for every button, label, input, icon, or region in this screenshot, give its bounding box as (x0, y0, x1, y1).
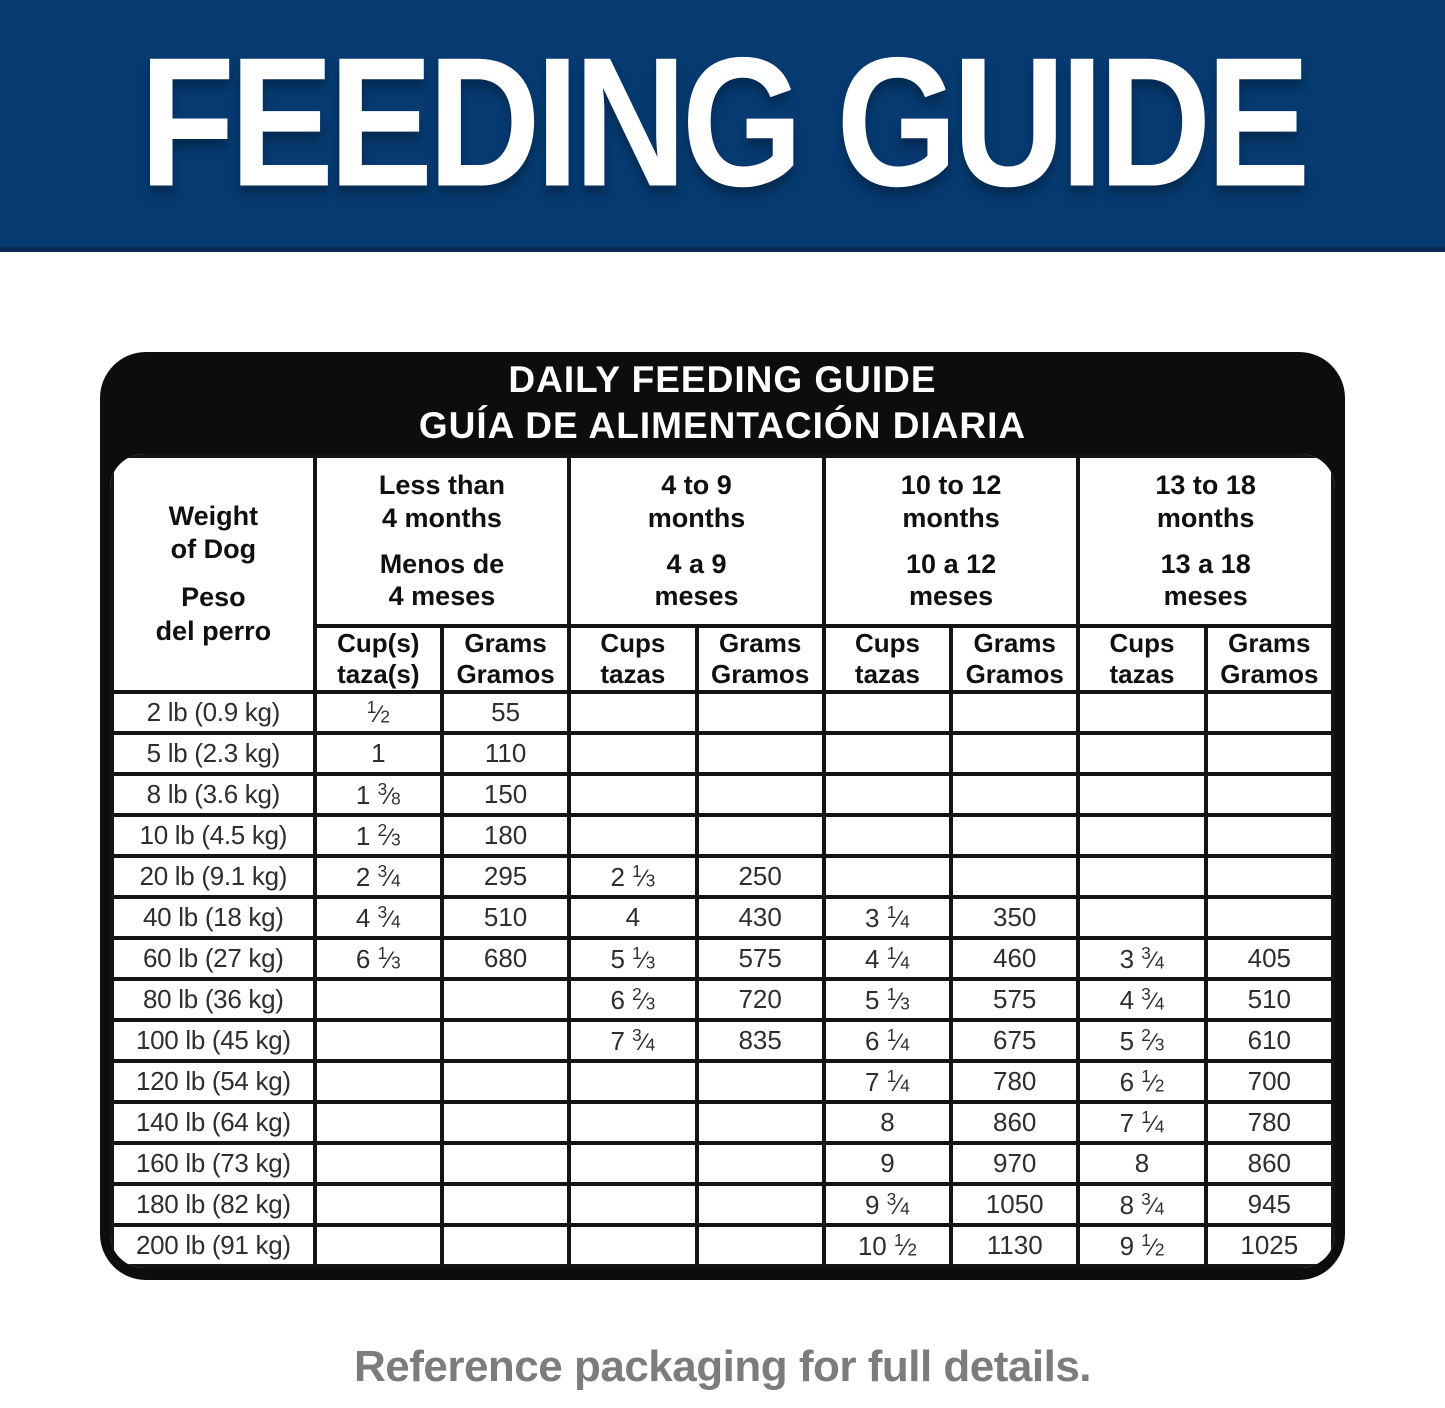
grams-header-2: Grams Gramos (697, 626, 824, 692)
cups-cell (569, 1225, 696, 1266)
grams-cell (442, 1061, 569, 1102)
grams-cell: 1130 (951, 1225, 1078, 1266)
table-body (112, 692, 1333, 1266)
grams-cell (951, 815, 1078, 856)
grams-cell (1206, 815, 1333, 856)
cups-cell (569, 733, 696, 774)
grams-cell (697, 733, 824, 774)
weight-cell: 20 lb (9.1 kg) (112, 856, 315, 897)
cups-cell: 1 $^3$⁄8 (315, 774, 442, 815)
cups-cell (315, 1102, 442, 1143)
footer-note: Reference packaging for full details. (353, 1342, 1092, 1392)
cups-cell (824, 815, 951, 856)
grams-cell (951, 774, 1078, 815)
grams-cell (697, 1143, 824, 1184)
grams-cell (1206, 897, 1333, 938)
cups-cell: 8 $^3$⁄4 (1078, 1184, 1205, 1225)
grams-cell: 150 (442, 774, 569, 815)
grams-cell (442, 1184, 569, 1225)
cups-cell (569, 1061, 696, 1102)
cups-cell: 4 $^3$⁄4 (1078, 979, 1205, 1020)
grams-cell: 1025 (1206, 1225, 1333, 1266)
table-head (112, 456, 1333, 692)
grams-cell: 180 (442, 815, 569, 856)
cups-cell (569, 1102, 696, 1143)
cups-header-3: Cups tazas (824, 626, 951, 692)
grams-cell: 835 (697, 1020, 824, 1061)
grams-cell (697, 1184, 824, 1225)
weight-cell: 2 lb (0.9 kg) (112, 692, 315, 733)
cups-cell: 4 $^3$⁄4 (315, 897, 442, 938)
cups-cell (824, 733, 951, 774)
weight-cell: 100 lb (45 kg) (112, 1020, 315, 1061)
table-row (112, 938, 1333, 979)
weight-cell: 160 lb (73 kg) (112, 1143, 315, 1184)
grams-cell: 675 (951, 1020, 1078, 1061)
cups-cell: 1 $^2$⁄3 (315, 815, 442, 856)
cups-cell: 3 $^1$⁄4 (824, 897, 951, 938)
table-row (112, 1184, 1333, 1225)
cups-cell: 7 $^1$⁄4 (1078, 1102, 1205, 1143)
grams-cell (1206, 733, 1333, 774)
cups-header-1: Cup(s) taza(s) (315, 626, 442, 692)
grams-cell (1206, 774, 1333, 815)
weight-cell: 120 lb (54 kg) (112, 1061, 315, 1102)
grams-cell: 860 (1206, 1143, 1333, 1184)
cups-cell (1078, 856, 1205, 897)
grams-cell: 430 (697, 897, 824, 938)
age-group-header-1: Less than 4 months Menos de 4 meses (315, 456, 570, 626)
cups-cell: 6 $^2$⁄3 (569, 979, 696, 1020)
cups-cell (315, 1143, 442, 1184)
grams-cell: 680 (442, 938, 569, 979)
cups-cell: $^1$⁄2 (315, 692, 442, 733)
cups-cell (569, 815, 696, 856)
grams-cell: 350 (951, 897, 1078, 938)
cups-cell: 5 $^2$⁄3 (1078, 1020, 1205, 1061)
grams-cell: 780 (1206, 1102, 1333, 1143)
card-title-es: GUÍA DE ALIMENTACIÓN DIARIA (418, 404, 1027, 446)
weight-cell: 5 lb (2.3 kg) (112, 733, 315, 774)
grams-cell (442, 1102, 569, 1143)
table-row (112, 1143, 1333, 1184)
grams-cell: 575 (697, 938, 824, 979)
grams-cell: 970 (951, 1143, 1078, 1184)
weight-cell: 80 lb (36 kg) (112, 979, 315, 1020)
grams-cell (697, 815, 824, 856)
cups-cell: 6 $^1$⁄2 (1078, 1061, 1205, 1102)
cups-cell: 9 $^3$⁄4 (824, 1184, 951, 1225)
cups-cell (1078, 897, 1205, 938)
grams-header-1: Grams Gramos (442, 626, 569, 692)
cups-cell (1078, 774, 1205, 815)
grams-cell: 860 (951, 1102, 1078, 1143)
grams-cell: 575 (951, 979, 1078, 1020)
table-row (112, 1061, 1333, 1102)
grams-cell (697, 1102, 824, 1143)
feeding-guide-banner (0, 0, 1445, 252)
cups-cell: 4 (569, 897, 696, 938)
cups-cell: 3 $^3$⁄4 (1078, 938, 1205, 979)
cups-cell (824, 774, 951, 815)
weight-cell: 60 lb (27 kg) (112, 938, 315, 979)
cups-cell (569, 1184, 696, 1225)
cups-cell: 8 (824, 1102, 951, 1143)
cups-cell: 8 (1078, 1143, 1205, 1184)
cups-cell (569, 774, 696, 815)
table-row (112, 897, 1333, 938)
cups-cell: 7 $^3$⁄4 (569, 1020, 696, 1061)
table-row (112, 692, 1333, 733)
cups-cell (1078, 733, 1205, 774)
cups-cell: 2 $^3$⁄4 (315, 856, 442, 897)
grams-cell: 55 (442, 692, 569, 733)
grams-cell: 405 (1206, 938, 1333, 979)
grams-cell: 110 (442, 733, 569, 774)
table-row (112, 1225, 1333, 1266)
cups-header-2: Cups tazas (569, 626, 696, 692)
table-row (112, 815, 1333, 856)
cups-header-4: Cups tazas (1078, 626, 1205, 692)
weight-cell: 180 lb (82 kg) (112, 1184, 315, 1225)
cups-cell: 4 $^1$⁄4 (824, 938, 951, 979)
weight-of-dog-header: Weight of Dog Peso del perro (112, 456, 315, 692)
cups-cell: 10 $^1$⁄2 (824, 1225, 951, 1266)
daily-feeding-guide-card (100, 352, 1345, 1280)
cups-cell (1078, 692, 1205, 733)
grams-cell (442, 979, 569, 1020)
table-row (112, 979, 1333, 1020)
card-title-en: DAILY FEEDING GUIDE (508, 358, 937, 400)
grams-cell (951, 856, 1078, 897)
cups-cell: 5 $^1$⁄3 (824, 979, 951, 1020)
weight-cell: 10 lb (4.5 kg) (112, 815, 315, 856)
grams-cell (442, 1143, 569, 1184)
cups-cell (315, 1225, 442, 1266)
age-group-header-2: 4 to 9 months 4 a 9 meses (569, 456, 824, 626)
age-group-header-3: 10 to 12 months 10 a 12 meses (824, 456, 1079, 626)
age-group-header-4: 13 to 18 months 13 a 18 meses (1078, 456, 1333, 626)
weight-cell: 200 lb (91 kg) (112, 1225, 315, 1266)
grams-cell: 510 (1206, 979, 1333, 1020)
cups-cell: 9 (824, 1143, 951, 1184)
grams-cell (951, 692, 1078, 733)
cups-cell: 2 $^1$⁄3 (569, 856, 696, 897)
grams-cell (697, 692, 824, 733)
grams-cell (951, 733, 1078, 774)
grams-cell (1206, 692, 1333, 733)
grams-cell: 460 (951, 938, 1078, 979)
grams-cell: 700 (1206, 1061, 1333, 1102)
grams-header-3: Grams Gramos (951, 626, 1078, 692)
table-row (112, 1020, 1333, 1061)
group-header-row (112, 456, 1333, 626)
cups-cell (315, 979, 442, 1020)
cups-cell (1078, 815, 1205, 856)
cups-cell (315, 1020, 442, 1061)
grams-cell (697, 774, 824, 815)
grams-cell: 780 (951, 1061, 1078, 1102)
grams-cell (1206, 856, 1333, 897)
banner-title: FEEDING GUIDE (139, 20, 1306, 226)
cups-cell: 6 $^1$⁄3 (315, 938, 442, 979)
cups-cell: 1 (315, 733, 442, 774)
weight-cell: 140 lb (64 kg) (112, 1102, 315, 1143)
grams-cell: 610 (1206, 1020, 1333, 1061)
feeding-table (110, 454, 1335, 1268)
cups-cell (315, 1061, 442, 1102)
cups-cell: 5 $^1$⁄3 (569, 938, 696, 979)
cups-cell: 7 $^1$⁄4 (824, 1061, 951, 1102)
table-row (112, 856, 1333, 897)
weight-cell: 8 lb (3.6 kg) (112, 774, 315, 815)
grams-cell: 295 (442, 856, 569, 897)
cups-cell: 6 $^1$⁄4 (824, 1020, 951, 1061)
weight-cell: 40 lb (18 kg) (112, 897, 315, 938)
grams-cell (442, 1225, 569, 1266)
grams-cell (442, 1020, 569, 1061)
grams-cell: 1050 (951, 1184, 1078, 1225)
grams-cell: 720 (697, 979, 824, 1020)
feeding-table-wrap (110, 454, 1335, 1268)
grams-cell: 945 (1206, 1184, 1333, 1225)
grams-cell: 250 (697, 856, 824, 897)
grams-cell (697, 1061, 824, 1102)
cups-cell (315, 1184, 442, 1225)
cups-cell: 9 $^1$⁄2 (1078, 1225, 1205, 1266)
cups-cell (569, 1143, 696, 1184)
cups-cell (569, 692, 696, 733)
cups-cell (824, 856, 951, 897)
card-header (100, 352, 1345, 454)
grams-cell (697, 1225, 824, 1266)
grams-header-4: Grams Gramos (1206, 626, 1333, 692)
table-row (112, 733, 1333, 774)
cups-cell (824, 692, 951, 733)
grams-cell: 510 (442, 897, 569, 938)
table-row (112, 774, 1333, 815)
table-row (112, 1102, 1333, 1143)
